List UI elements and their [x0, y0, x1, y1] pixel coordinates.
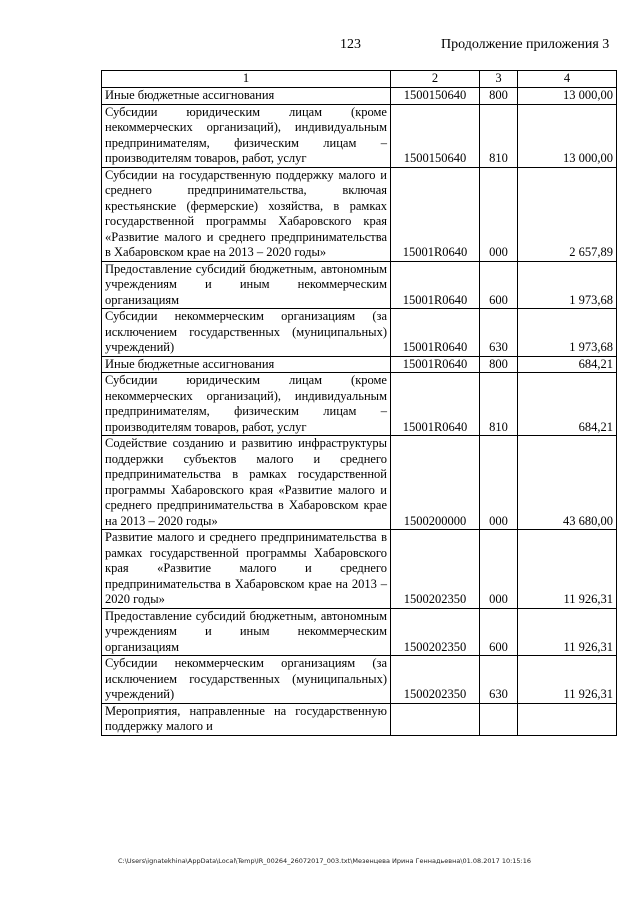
table-row	[102, 167, 617, 261]
table-row	[102, 530, 617, 609]
table-row	[102, 656, 617, 704]
row-amount	[518, 703, 617, 735]
appendix-continuation-label: Продолжение приложения 3	[441, 37, 610, 52]
row-target-code: 1500200000	[391, 436, 480, 530]
row-amount: 43 680,00	[518, 436, 617, 530]
row-target-code: 15001R0640	[391, 356, 480, 373]
row-name: Субсидии на государственную поддержку малого и среднего предпринимательства, включая крестьянские (фермерские) хозяйства, в рамках государственной программы Хабаровского края «Развитие малого и среднего предпринимательства в Хабаровском крае на 2013 – 2020 годы»	[102, 167, 391, 261]
table-row	[102, 356, 617, 373]
row-expense-type: 630	[480, 656, 518, 704]
row-amount: 13 000,00	[518, 104, 617, 167]
row-amount: 13 000,00	[518, 88, 617, 105]
row-target-code: 15001R0640	[391, 373, 480, 436]
table-row	[102, 309, 617, 357]
row-target-code: 1500150640	[391, 104, 480, 167]
table-row	[102, 261, 617, 309]
table-row	[102, 703, 617, 735]
table-row	[102, 104, 617, 167]
row-target-code: 1500150640	[391, 88, 480, 105]
row-name: Развитие малого и среднего предпринимательства в рамках государственной программы Хабаровского края «Развитие малого и среднего предпринимательства в Хабаровском крае на 2013 – 2020 годы»	[102, 530, 391, 609]
row-expense-type: 800	[480, 356, 518, 373]
row-name: Субсидии некоммерческим организациям (за исключением государственных (муниципальных) учреждений)	[102, 656, 391, 704]
row-name: Предоставление субсидий бюджетным, автономным учреждениям и иным некоммерческим организациям	[102, 261, 391, 309]
row-expense-type: 810	[480, 104, 518, 167]
column-number-2: 2	[391, 71, 480, 88]
row-target-code: 15001R0640	[391, 309, 480, 357]
row-expense-type: 810	[480, 373, 518, 436]
row-amount: 684,21	[518, 356, 617, 373]
row-amount: 1 973,68	[518, 309, 617, 357]
column-number-1: 1	[102, 71, 391, 88]
row-name: Субсидии юридическим лицам (кроме некоммерческих организаций), индивидуальным предпринимателям, физическим лицам – производителям товаров, работ, услуг	[102, 373, 391, 436]
row-expense-type	[480, 703, 518, 735]
row-name: Иные бюджетные ассигнования	[102, 88, 391, 105]
row-expense-type: 800	[480, 88, 518, 105]
row-expense-type: 000	[480, 530, 518, 609]
row-name: Иные бюджетные ассигнования	[102, 356, 391, 373]
table-row	[102, 373, 617, 436]
file-path-footer: C:\Users\ignatekhina\AppData\Local\Temp\IR_00264_26072017_003.txt\Мезенцева Ирина Геннадьевна\01.08.2017 10:15:16	[118, 857, 532, 865]
row-amount: 684,21	[518, 373, 617, 436]
row-amount: 11 926,31	[518, 656, 617, 704]
row-target-code: 15001R0640	[391, 261, 480, 309]
row-name: Предоставление субсидий бюджетным, автономным учреждениям и иным некоммерческим организациям	[102, 608, 391, 656]
row-expense-type: 630	[480, 309, 518, 357]
column-number-row	[102, 71, 617, 88]
row-target-code: 1500202350	[391, 656, 480, 704]
table-row	[102, 436, 617, 530]
row-target-code: 1500202350	[391, 530, 480, 609]
budget-table	[101, 70, 617, 736]
page-number: 123	[340, 37, 361, 52]
row-amount: 2 657,89	[518, 167, 617, 261]
row-amount: 1 973,68	[518, 261, 617, 309]
column-number-3: 3	[480, 71, 518, 88]
row-name: Субсидии юридическим лицам (кроме некоммерческих организаций), индивидуальным предпринимателям, физическим лицам – производителям товаров, работ, услуг	[102, 104, 391, 167]
row-expense-type: 000	[480, 436, 518, 530]
row-target-code: 1500202350	[391, 608, 480, 656]
row-name: Содействие созданию и развитию инфраструктуры поддержки субъектов малого и среднего предпринимательства в рамках государственной программы Хабаровского края «Развитие малого и среднего предпринимательства в Хабаровском крае на 2013 – 2020 годы»	[102, 436, 391, 530]
row-name: Субсидии некоммерческим организациям (за исключением государственных (муниципальных) учреждений)	[102, 309, 391, 357]
row-expense-type: 600	[480, 608, 518, 656]
table-row	[102, 608, 617, 656]
column-number-4: 4	[518, 71, 617, 88]
row-name: Мероприятия, направленные на государственную поддержку малого и	[102, 703, 391, 735]
row-target-code: 15001R0640	[391, 167, 480, 261]
row-expense-type: 600	[480, 261, 518, 309]
page-header	[0, 37, 640, 57]
row-expense-type: 000	[480, 167, 518, 261]
row-target-code	[391, 703, 480, 735]
row-amount: 11 926,31	[518, 608, 617, 656]
table-row	[102, 88, 617, 105]
row-amount: 11 926,31	[518, 530, 617, 609]
